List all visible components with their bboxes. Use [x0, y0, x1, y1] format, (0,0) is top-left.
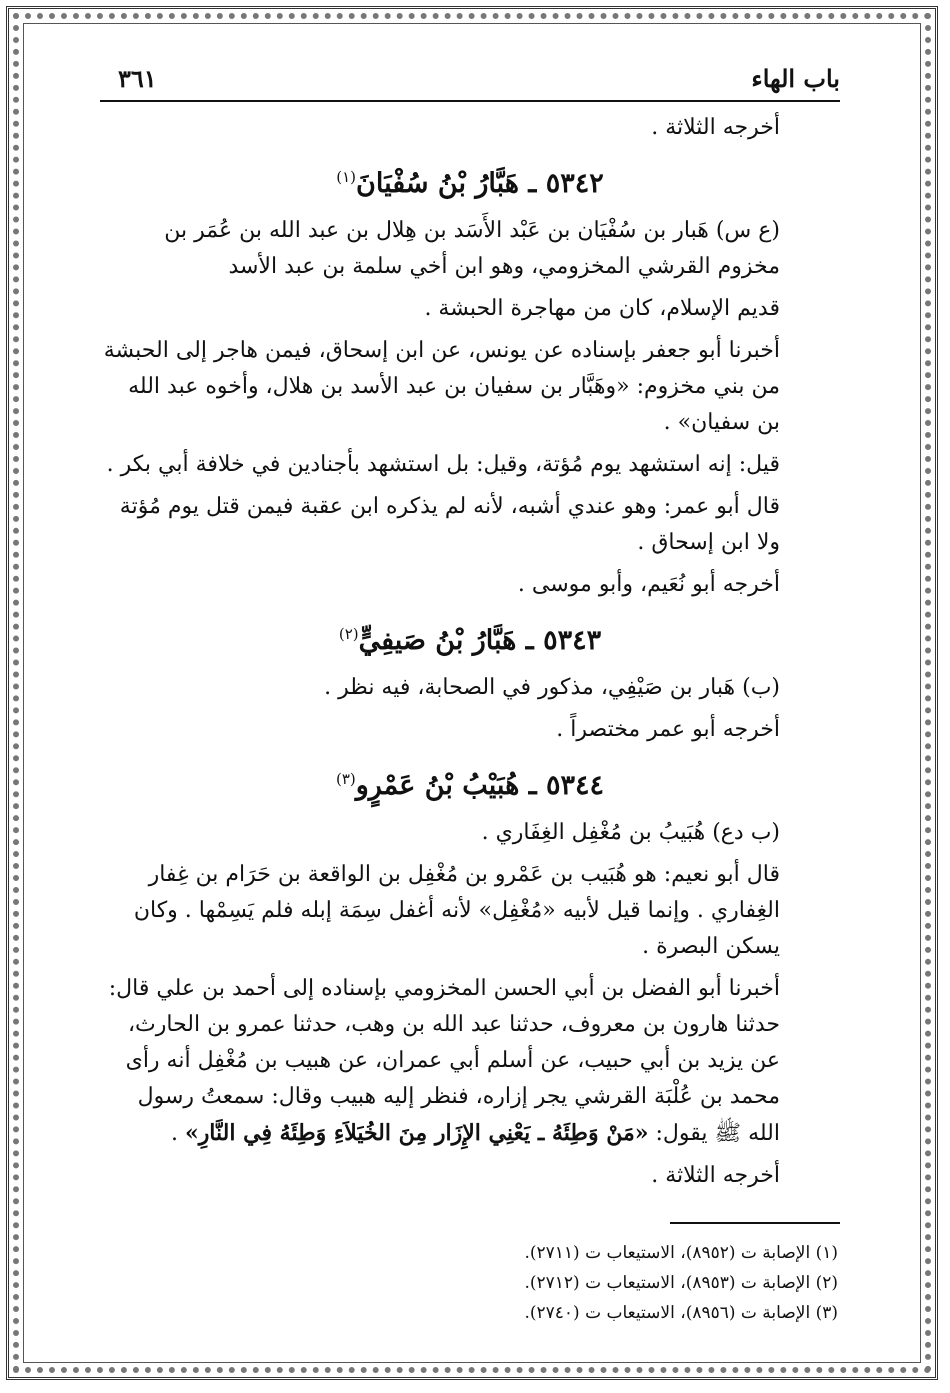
paragraph: [100, 971, 840, 1152]
entry-title-text: ٥٣٤٢ ـ هَبَّارُ بْنُ سُفْيَانَ: [356, 168, 604, 199]
header-rule: [100, 100, 840, 102]
entry-title: [100, 158, 840, 203]
footnote-marker: (٢): [338, 625, 359, 643]
footnote: (٢) الإصابة ت (٨٩٥٣)، الاستيعاب ت (٢٧١٢).: [524, 1273, 838, 1293]
footnote: (٣) الإصابة ت (٨٩٥٦)، الاستيعاب ت (٢٧٤٠).: [524, 1303, 838, 1323]
paragraph: قال أبو نعيم: هو هُبَيب بن عَمْرو بن مُغْفِل بن الواقعة بن حَرَام بن غِفار الغِفاري . وإنما قيل لأبيه «مُغْفِل» لأنه أغفل سِمَة إبله فلم يَسِمْها . وكان يسكن البصرة .: [133, 862, 780, 959]
entry-title-text: ٥٣٤٤ ـ هُبَيْبُ بْنُ عَمْرٍو: [355, 770, 605, 801]
hadith-quote: «مَنْ وَطِئَهُ ـ يَعْنِي الإِزَار مِنَ الخُيَلاَءِ وَطِئَهُ فِي النَّارِ»: [184, 1120, 649, 1146]
paragraph: (ع س) هَبار بن سُفْيَان بن عَبْد الأَسَد بن هِلال بن عبد الله بن عُمَر بن مخزوم القرشي المخزومي، وهو ابن أخي سلمة بن عبد الأسد: [164, 218, 780, 279]
entry-title: [100, 615, 840, 660]
footnote-marker: (١): [336, 168, 357, 186]
paragraph: (ب دع) هُبَيبُ بن مُغْفِل الغِفَاري .: [481, 820, 780, 845]
paragraph-text: أخبرنا أبو الفضل بن أبي الحسن المخزومي بإسناده إلى أحمد بن علي قال: حدثنا هارون بن معروف، حدثنا عبد الله بن وهب، حدثنا عمرو بن الحارث، عن يزيد بن أبي حبيب، عن أسلم أبي عمران، عن هبيب بن مُغْفِل أنه رأى محمد بن عُلْبَة القرشي يجر إزاره، فنظر إليه هبيب وقال: سمعتُ رسول الله ﷺ يقول:: [108, 976, 780, 1146]
paragraph: قيل: إنه استشهد يوم مُؤتة، وقيل: بل استشهد بأجنادين في خلافة أبي بكر .: [106, 452, 780, 477]
page-header: [100, 60, 840, 104]
book-page: [100, 60, 840, 1328]
entry-title-text: ٥٣٤٣ ـ هَبَّارُ بْنُ صَيفِيٍّ: [358, 625, 602, 656]
page-number: ٣٦١: [118, 64, 157, 93]
paragraph: قال أبو عمر: وهو عندي أشبه، لأنه لم يذكره ابن عقبة فيمن قتل يوم مُؤتة ولا ابن إسحاق .: [119, 494, 780, 555]
footnote-marker: (٣): [335, 770, 356, 788]
paragraph: أخرجه أبو نُعَيم، وأبو موسى .: [517, 572, 780, 597]
paragraph-end: .: [170, 1121, 185, 1146]
footnote: (١) الإصابة ت (٨٩٥٢)، الاستيعاب ت (٢٧١١).: [524, 1243, 838, 1263]
paragraph: (ب) هَبار بن صَيْفِي، مذكور في الصحابة، فيه نظر .: [324, 675, 780, 700]
chapter-title: باب الهاء: [751, 64, 840, 93]
footnote-rule: [670, 1222, 840, 1224]
entry-title: [100, 760, 840, 805]
paragraph: قديم الإسلام، كان من مهاجرة الحبشة .: [424, 296, 780, 321]
paragraph: أخرجه أبو عمر مختصراً .: [556, 717, 780, 742]
paragraph: أخبرنا أبو جعفر بإسناده عن يونس، عن ابن إسحاق، فيمن هاجر إلى الحبشة من بني مخزوم: «وهَبَّار بن سفيان بن عبد الأسد بن هلال، وأخوه عبد الله بن سفيان» .: [103, 338, 780, 435]
paragraph: أخرجه الثلاثة .: [651, 115, 780, 140]
paragraph: أخرجه الثلاثة .: [651, 1163, 780, 1188]
